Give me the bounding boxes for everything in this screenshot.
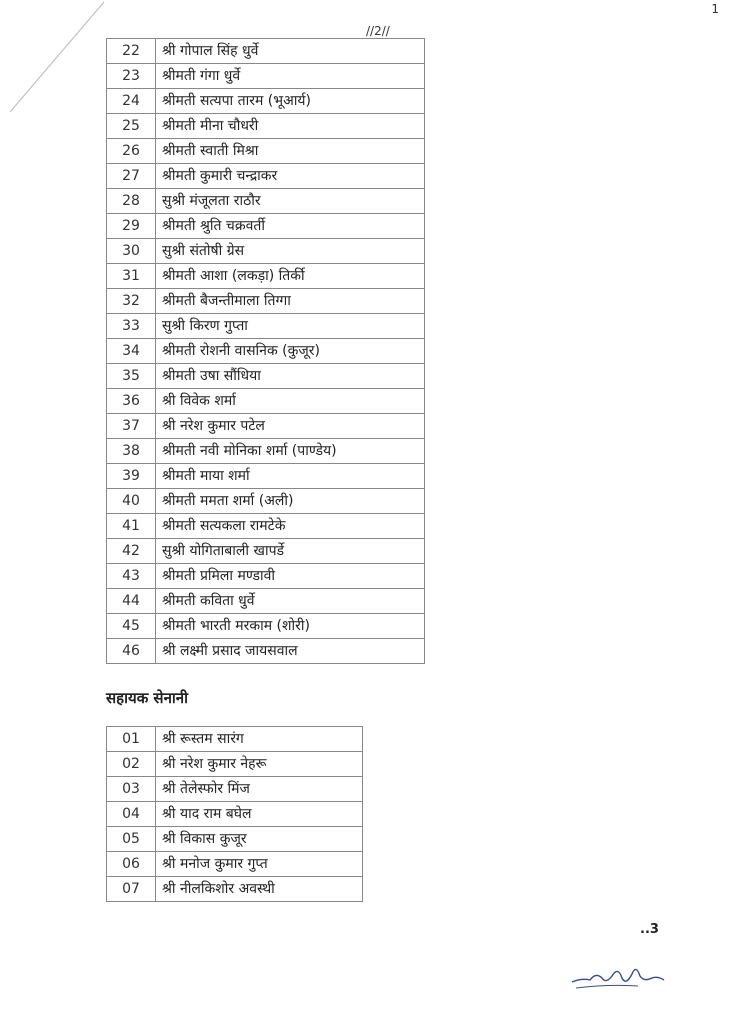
person-name: श्रीमती प्रमिला मण्डावी — [156, 564, 425, 589]
serial-number: 34 — [107, 339, 156, 364]
serial-number: 03 — [107, 777, 156, 802]
serial-number: 27 — [107, 164, 156, 189]
person-name: श्री मनोज कुमार गुप्त — [156, 852, 363, 877]
table-row — [107, 727, 363, 752]
table-row — [107, 339, 425, 364]
table-row — [107, 827, 363, 852]
main-name-table — [106, 38, 425, 664]
serial-number: 01 — [107, 727, 156, 752]
person-name: श्री विकास कुजूर — [156, 827, 363, 852]
signature-icon — [568, 956, 668, 996]
person-name: श्रीमती बैजन्तीमाला तिग्गा — [156, 289, 425, 314]
person-name: श्रीमती गंगा धुर्वे — [156, 64, 425, 89]
page-marker: //2// — [366, 24, 390, 38]
person-name: श्री गोपाल सिंह धुर्वे — [156, 39, 425, 64]
serial-number: 28 — [107, 189, 156, 214]
person-name: श्रीमती कविता धुर्वे — [156, 589, 425, 614]
person-name: श्रीमती रोशनी वासनिक (कुजूर) — [156, 339, 425, 364]
table-row — [107, 414, 425, 439]
serial-number: 05 — [107, 827, 156, 852]
serial-number: 42 — [107, 539, 156, 564]
serial-number: 24 — [107, 89, 156, 114]
person-name: सुश्री योगिताबाली खापर्डे — [156, 539, 425, 564]
person-name: श्रीमती ममता शर्मा (अली) — [156, 489, 425, 514]
table-row — [107, 539, 425, 564]
person-name: श्री रूस्तम सारंग — [156, 727, 363, 752]
serial-number: 23 — [107, 64, 156, 89]
table-row — [107, 877, 363, 902]
serial-number: 45 — [107, 614, 156, 639]
table-row — [107, 777, 363, 802]
person-name: श्रीमती मीना चौधरी — [156, 114, 425, 139]
person-name: श्री नरेश कुमार पटेल — [156, 414, 425, 439]
person-name: श्रीमती नवी मोनिका शर्मा (पाण्डेय) — [156, 439, 425, 464]
serial-number: 06 — [107, 852, 156, 877]
person-name: श्रीमती भारती मरकाम (शोरी) — [156, 614, 425, 639]
person-name: श्रीमती सत्यपा तारम (भूआर्य) — [156, 89, 425, 114]
serial-number: 46 — [107, 639, 156, 664]
person-name: श्रीमती स्वाती मिश्रा — [156, 139, 425, 164]
person-name: सुश्री संतोषी ग्रेस — [156, 239, 425, 264]
table-row — [107, 802, 363, 827]
serial-number: 04 — [107, 802, 156, 827]
person-name: श्रीमती आशा (लकड़ा) तिर्की — [156, 264, 425, 289]
serial-number: 32 — [107, 289, 156, 314]
serial-number: 30 — [107, 239, 156, 264]
person-name: श्री याद राम बघेल — [156, 802, 363, 827]
person-name: श्रीमती उषा सौंधिया — [156, 364, 425, 389]
corner-mark: 1 — [711, 2, 719, 16]
person-name: श्री नीलकिशोर अवस्थी — [156, 877, 363, 902]
table-row — [107, 489, 425, 514]
serial-number: 25 — [107, 114, 156, 139]
serial-number: 37 — [107, 414, 156, 439]
table-row — [107, 852, 363, 877]
table-row — [107, 164, 425, 189]
assistant-commandant-table — [106, 726, 363, 902]
person-name: श्रीमती माया शर्मा — [156, 464, 425, 489]
serial-number: 02 — [107, 752, 156, 777]
serial-number: 40 — [107, 489, 156, 514]
serial-number: 35 — [107, 364, 156, 389]
table-row — [107, 514, 425, 539]
table-row — [107, 364, 425, 389]
table-row — [107, 439, 425, 464]
table-row — [107, 39, 425, 64]
section-heading: सहायक सेनानी — [106, 689, 188, 707]
table-row — [107, 114, 425, 139]
serial-number: 41 — [107, 514, 156, 539]
serial-number: 29 — [107, 214, 156, 239]
serial-number: 33 — [107, 314, 156, 339]
next-page-marker: ..3 — [640, 922, 659, 937]
table-row — [107, 314, 425, 339]
person-name: श्री तेलेस्फोर मिंज — [156, 777, 363, 802]
serial-number: 39 — [107, 464, 156, 489]
person-name: सुश्री मंजूलता राठौर — [156, 189, 425, 214]
table-row — [107, 389, 425, 414]
person-name: सुश्री किरण गुप्ता — [156, 314, 425, 339]
serial-number: 26 — [107, 139, 156, 164]
serial-number: 44 — [107, 589, 156, 614]
table-row — [107, 464, 425, 489]
serial-number: 31 — [107, 264, 156, 289]
person-name: श्री लक्ष्मी प्रसाद जायसवाल — [156, 639, 425, 664]
serial-number: 43 — [107, 564, 156, 589]
table-row — [107, 89, 425, 114]
table-row — [107, 264, 425, 289]
table-row — [107, 139, 425, 164]
serial-number: 36 — [107, 389, 156, 414]
serial-number: 22 — [107, 39, 156, 64]
person-name: श्री नरेश कुमार नेहरू — [156, 752, 363, 777]
serial-number: 38 — [107, 439, 156, 464]
table-row — [107, 289, 425, 314]
table-row — [107, 589, 425, 614]
table-row — [107, 189, 425, 214]
table-row — [107, 752, 363, 777]
table-row — [107, 639, 425, 664]
table-row — [107, 239, 425, 264]
table-row — [107, 564, 425, 589]
table-row — [107, 614, 425, 639]
page-fold-line — [0, 0, 120, 120]
person-name: श्रीमती श्रुति चक्रवर्ती — [156, 214, 425, 239]
table-row — [107, 214, 425, 239]
person-name: श्रीमती कुमारी चन्द्राकर — [156, 164, 425, 189]
table-row — [107, 64, 425, 89]
person-name: श्रीमती सत्यकला रामटेके — [156, 514, 425, 539]
serial-number: 07 — [107, 877, 156, 902]
person-name: श्री विवेक शर्मा — [156, 389, 425, 414]
